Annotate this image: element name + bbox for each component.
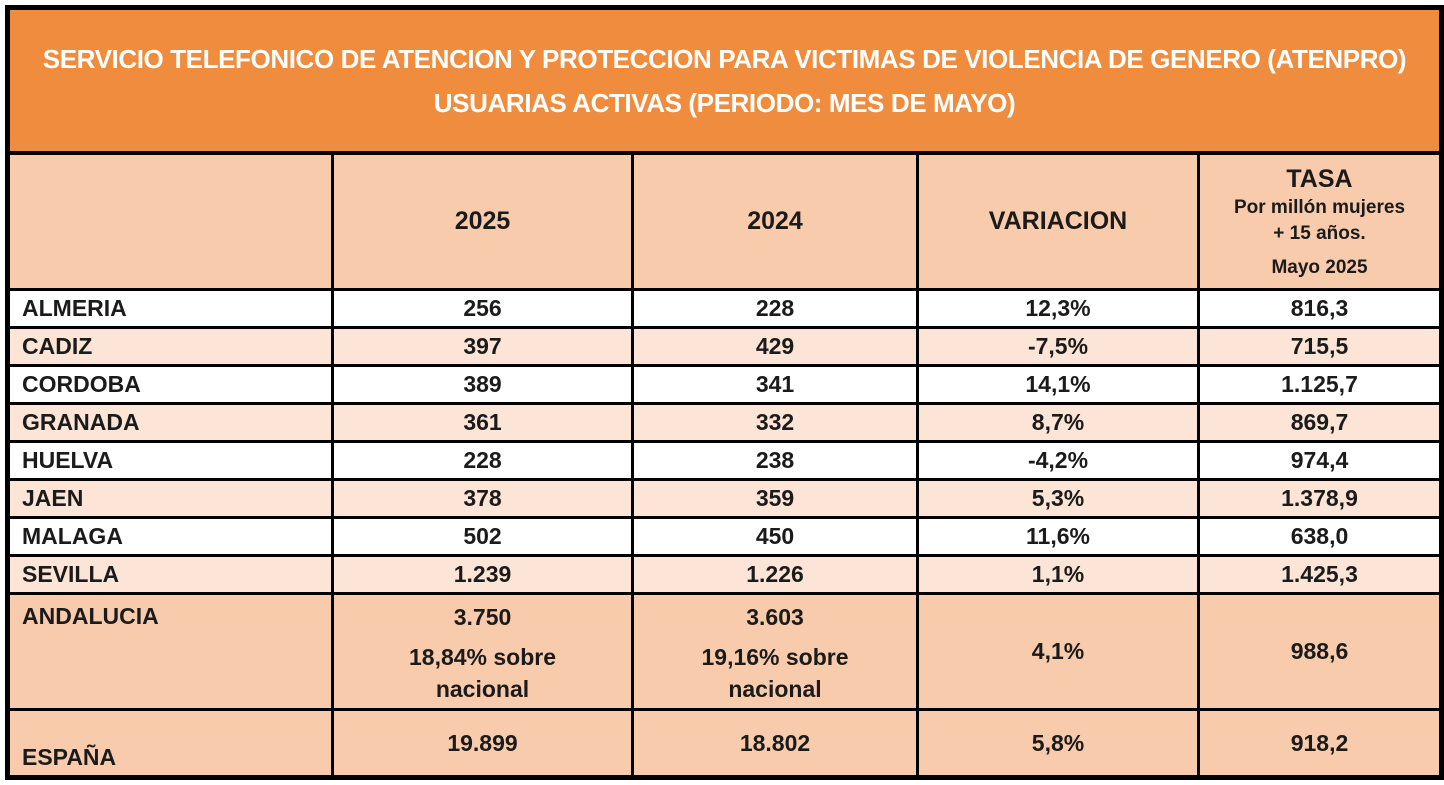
value-rate: 816,3	[1199, 289, 1442, 327]
header-tasa-title: TASA	[1286, 164, 1353, 193]
value-rate: 869,7	[1199, 403, 1442, 441]
table-row-cordoba	[8, 365, 1442, 403]
province-name: SEVILLA	[8, 555, 333, 593]
header-province-cell	[8, 153, 333, 289]
table-row-almeria	[8, 289, 1442, 327]
value-rate: 1.378,9	[1199, 479, 1442, 517]
province-name: JAEN	[8, 479, 333, 517]
value-rate: 1.425,3	[1199, 555, 1442, 593]
value-variation: 14,1%	[918, 365, 1199, 403]
value-variation: 5,3%	[918, 479, 1199, 517]
province-rows	[8, 289, 1442, 593]
value-2024: 228	[633, 289, 918, 327]
value-rate: 974,4	[1199, 441, 1442, 479]
value-2025: 256	[333, 289, 633, 327]
table-row-espana	[8, 710, 1442, 778]
table-title-line2: USUARIAS ACTIVAS (PERIODO: MES DE MAYO)	[433, 87, 1016, 118]
header-tasa-sub3: Mayo 2025	[1271, 256, 1368, 278]
header-variation: VARIACION	[918, 153, 1199, 289]
value-variation: 12,3%	[918, 289, 1199, 327]
province-name: CADIZ	[8, 327, 333, 365]
banner-cell	[8, 8, 1442, 154]
header-tasa	[1199, 153, 1442, 289]
value-variation: 5,8%	[918, 710, 1199, 778]
table-row-malaga	[8, 517, 1442, 555]
value-2024: 18.802	[633, 710, 918, 778]
andalucia-2024-note: 19,16% sobre nacional	[701, 644, 849, 703]
header-tasa-sub2: + 15 años.	[1273, 223, 1366, 244]
value-rate: 715,5	[1199, 327, 1442, 365]
value-variation: 8,7%	[918, 403, 1199, 441]
value-2024: 341	[633, 365, 918, 403]
value-2025: 389	[333, 365, 633, 403]
value-2025: 19.899	[333, 710, 633, 778]
header-2024: 2024	[633, 153, 918, 289]
value-2024	[633, 593, 918, 709]
andalucia-2025-note: 18,84% sobre nacional	[408, 644, 557, 703]
value-variation: 4,1%	[918, 593, 1199, 709]
value-variation: -7,5%	[918, 327, 1199, 365]
value-rate: 988,6	[1199, 593, 1442, 709]
value-2025: 1.239	[333, 555, 633, 593]
header-2025: 2025	[333, 153, 633, 289]
banner-row	[8, 8, 1442, 154]
value-2024: 450	[633, 517, 918, 555]
value-rate: 638,0	[1199, 517, 1442, 555]
value-2025	[333, 593, 633, 709]
value-2025: 378	[333, 479, 633, 517]
value-rate: 918,2	[1199, 710, 1442, 778]
province-name: MALAGA	[8, 517, 333, 555]
table-title-line1: SERVICIO TELEFONICO DE ATENCION Y PROTECCION PARA VICTIMAS DE VIOLENCIA DE GENERO (ATENPRO)	[42, 43, 1407, 74]
atenpro-table	[5, 5, 1444, 780]
table-row-sevilla	[8, 555, 1442, 593]
header-tasa-sub1: Por millón mujeres	[1233, 197, 1406, 219]
value-2025: 361	[333, 403, 633, 441]
table-row-cadiz	[8, 327, 1442, 365]
value-variation: 1,1%	[918, 555, 1199, 593]
value-2024: 332	[633, 403, 918, 441]
value-2025: 397	[333, 327, 633, 365]
region-name: ANDALUCIA	[8, 593, 333, 709]
province-name: GRANADA	[8, 403, 333, 441]
country-name: ESPAÑA	[8, 710, 333, 778]
value-2025: 228	[333, 441, 633, 479]
value-2024: 359	[633, 479, 918, 517]
value-variation: -4,2%	[918, 441, 1199, 479]
table-row-andalucia	[8, 593, 1442, 709]
table-row-granada	[8, 403, 1442, 441]
table-row-jaen	[8, 479, 1442, 517]
value-2025: 502	[333, 517, 633, 555]
value-2024: 1.226	[633, 555, 918, 593]
province-name: CORDOBA	[8, 365, 333, 403]
header-row	[8, 153, 1442, 289]
value-variation: 11,6%	[918, 517, 1199, 555]
value-2024: 238	[633, 441, 918, 479]
province-name: ALMERIA	[8, 289, 333, 327]
value-2024: 429	[633, 327, 918, 365]
andalucia-2025-total: 3.750	[453, 603, 512, 630]
value-rate: 1.125,7	[1199, 365, 1442, 403]
province-name: HUELVA	[8, 441, 333, 479]
andalucia-2024-total: 3.603	[746, 603, 804, 630]
table-row-huelva	[8, 441, 1442, 479]
